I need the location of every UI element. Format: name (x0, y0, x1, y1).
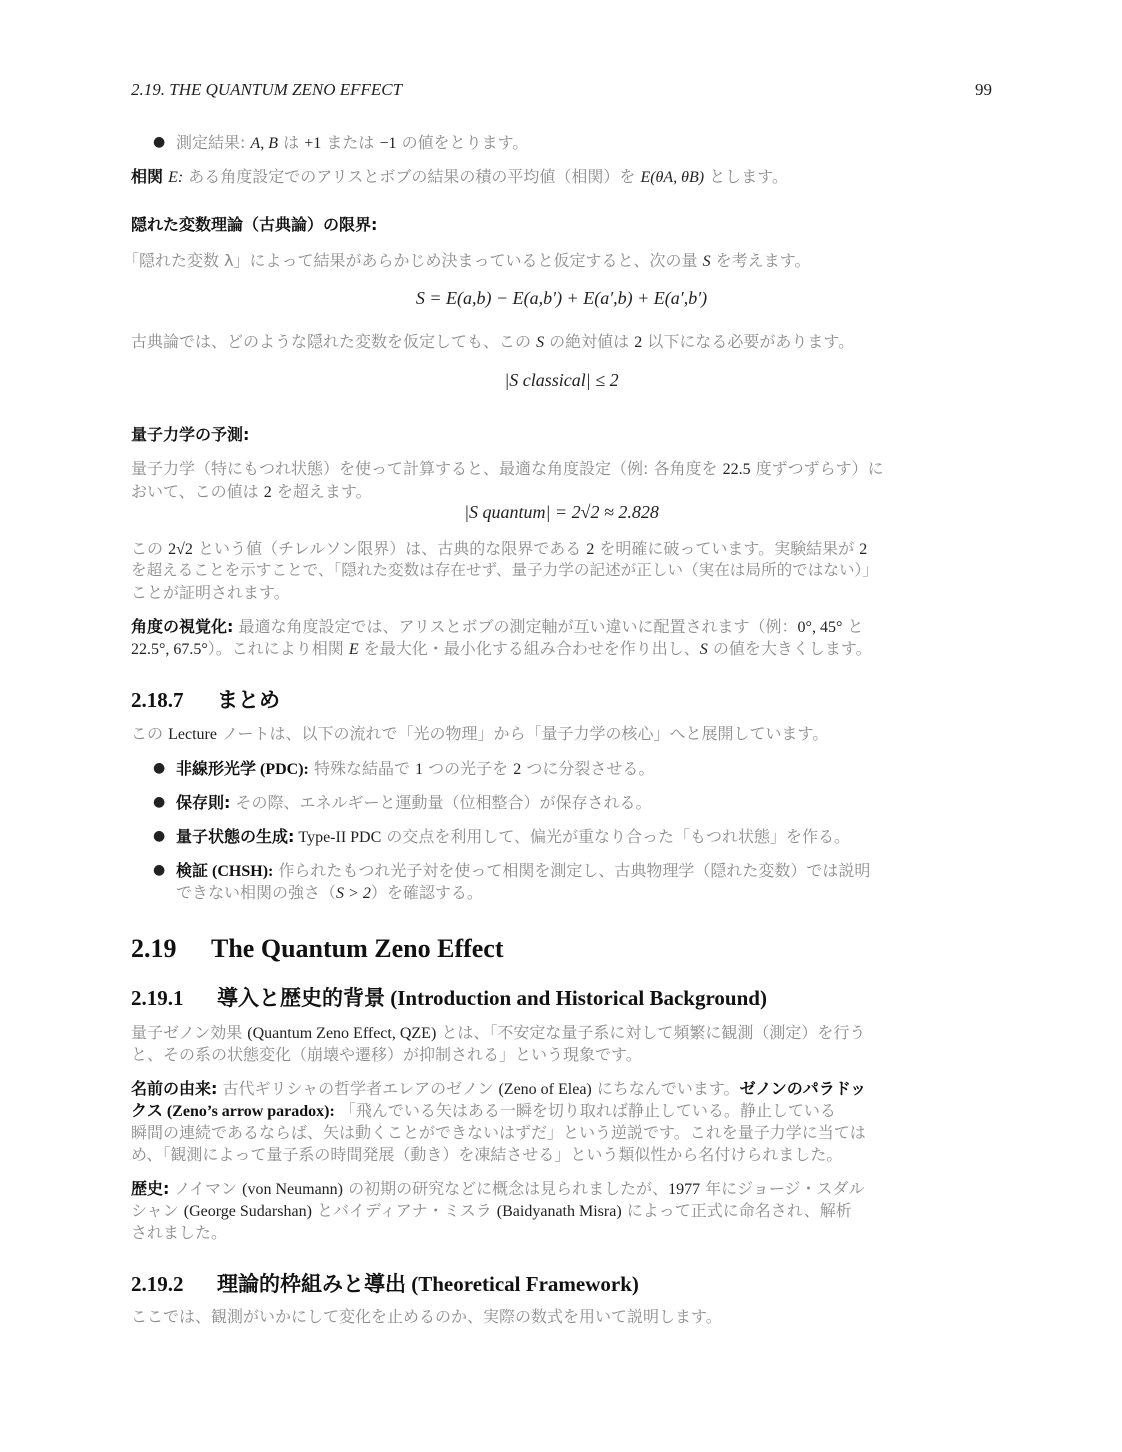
item-label: 保存則: (176, 793, 231, 812)
history-line2-en: (George Sudarshan) (183, 1203, 312, 1220)
item-text-c: つに分裂させる。 (521, 759, 655, 778)
history-line1-c: 年にジョージ・スダル (700, 1179, 865, 1198)
summary-title: まとめ (217, 688, 280, 712)
hidden-text-a: 「隠れた変数 λ」によって結果があらかじめ決まっていると仮定すると、次の量 (123, 251, 703, 270)
qm-text-line1 (131, 456, 884, 479)
qm-line1-a: 量子力学（特にもつれ状態）を使って計算すると、最適な角度設定（例: 各角度を (131, 459, 723, 478)
subsection-heading-framework (131, 1268, 639, 1298)
classical-var: S (536, 334, 545, 351)
tsirelson-value: 2√2 (168, 541, 193, 558)
qm-prediction-heading: 量子力学の予測: (131, 425, 250, 444)
item-label: 検証 (176, 861, 209, 880)
list-item (176, 858, 870, 881)
name-origin-line2 (131, 1098, 836, 1121)
history-line2-c: によって正式に命名され、解析 (621, 1201, 852, 1220)
subsection-title-jp: 導入と歴史的背景 (217, 986, 385, 1010)
item-text-b: つの光子を (423, 759, 514, 778)
outcomes-text-a: は (278, 133, 305, 152)
name-origin-line1 (131, 1076, 866, 1099)
qm-line1-b: 度ずつずらす）に (750, 459, 884, 478)
angle-line2-vals: 22.5°, 67.5° (131, 641, 208, 658)
outcomes-bullet (176, 130, 528, 153)
subsection-number: 2.19.1 (131, 986, 184, 1010)
tsirelson-num2: 2 (859, 541, 868, 558)
equation-classical: |S classical| ≤ 2 (504, 370, 619, 390)
summary-number: 2.18.7 (131, 688, 184, 712)
bullet-icon: ● (153, 760, 166, 776)
subsection-heading-intro (131, 982, 767, 1012)
item-text-a: 作られたもつれ光子対を使って相関を測定し、古典物理学（隠れた変数）では説明 (273, 861, 871, 880)
correlation-expr: E(θA, θB) (640, 169, 705, 186)
summary-intro-b: ノートは、以下の流れで「光の物理」から「量子力学の核心」へと展開しています。 (216, 724, 829, 743)
history-line2-a: シャン (131, 1201, 184, 1220)
qze-definition-line1 (131, 1020, 865, 1043)
tsirelson-num: 2 (586, 541, 595, 558)
section-title: The Quantum Zeno Effect (211, 934, 504, 963)
equation-quantum: |S quantum| = 2√2 ≈ 2.828 (464, 502, 659, 522)
history-line1-en: (von Neumann) (242, 1181, 343, 1198)
tsirelson-line1 (131, 536, 867, 559)
framework-intro: ここでは、観測がいかにして変化を止めるのか、実際の数式を用いて説明します。 (131, 1307, 722, 1326)
angle-line2-a: ）。これにより相関 (207, 639, 349, 658)
qm-line1-num: 22.5 (722, 461, 751, 478)
qze-definition-line2: と、その系の状態変化（崩壊や遷移）が抑制される」という現象です。 (131, 1045, 642, 1064)
outcomes-label: 測定結果: (176, 133, 246, 152)
outcomes-plus: +1 (304, 135, 322, 152)
item-text-b: できない相関の強さ（ (176, 883, 337, 902)
item-en: Type-II PDC (294, 829, 382, 846)
qm-text-line2 (131, 479, 372, 502)
item-text: の交点を利用して、偏光が重なり合った「もつれ状態」を作る。 (381, 827, 851, 846)
angle-line1-vals: 0°, 45° (797, 619, 843, 636)
angle-line1-a: 最適な角度設定では、アリスとボブの測定軸が互い違いに配置されます（例： (233, 617, 798, 636)
name-origin-label: 名前の由来: (131, 1079, 218, 1098)
subsection-number: 2.19.2 (131, 1272, 184, 1296)
angle-line1-b: と (842, 617, 864, 636)
angle-label: 角度の視覚化: (131, 617, 234, 636)
name-line2-bold: クス (131, 1101, 163, 1120)
summary-intro (131, 721, 828, 744)
classical-text-a: 古典論では、どのような隠れた変数を仮定しても、この (131, 332, 537, 351)
item-text-c: ）を確認する。 (370, 883, 483, 902)
name-line1-b: にちなんでいます。 (591, 1079, 740, 1098)
history-line1 (131, 1176, 865, 1199)
angle-line2-c: の値を大きくします。 (707, 639, 872, 658)
name-origin-line4: め、「観測によって量子系の時間発展（動き）を凍結させる」という類似性から名付けられました。 (131, 1145, 843, 1164)
list-item (176, 756, 654, 779)
hidden-variables-heading: 隠れた変数理論（古典論）の限界: (131, 215, 378, 234)
item-label-en: (CHSH): (208, 863, 274, 880)
classical-two: 2 (634, 334, 643, 351)
qze-line1-a: 量子ゼノン効果 (131, 1023, 248, 1042)
qm-line2-b: を超えます。 (271, 482, 372, 501)
angle-line1 (131, 614, 863, 637)
name-origin-line3: 瞬間の連続であるならば、矢は動くことができないはずだ」という逆説です。これを量子力学に当ては (131, 1123, 866, 1142)
correlation-text-b: とします。 (704, 167, 788, 186)
outcomes-minus: −1 (379, 135, 397, 152)
section-heading (131, 934, 504, 964)
hidden-text-b: を考えます。 (710, 251, 811, 270)
classical-text (131, 329, 854, 352)
item-expr: S > 2 (336, 885, 371, 902)
item-num: 1 (415, 761, 424, 778)
summary-intro-a: この (131, 724, 169, 743)
angle-line2-var2: S (699, 641, 708, 658)
classical-text-b: の絶対値は (544, 332, 635, 351)
item-num2: 2 (513, 761, 522, 778)
correlation-var: E: (168, 169, 184, 186)
tsirelson-line3: ことが証明されます。 (131, 583, 290, 602)
qm-line2-num: 2 (263, 484, 272, 501)
angle-line2-b: を最大化・最小化する組み合わせを作り出し、 (358, 639, 700, 658)
angle-line2-var: E (348, 641, 359, 658)
outcomes-text-c: の値をとります。 (396, 133, 529, 152)
angle-line2 (131, 636, 872, 659)
outcomes-text-b: または (321, 133, 380, 152)
qm-line2-a: おいて、この値は (131, 482, 264, 501)
name-line1-en: (Zeno of Elea) (498, 1081, 592, 1098)
running-head (131, 80, 992, 102)
item-label: 量子状態の生成: (176, 827, 295, 846)
correlation-paragraph (131, 164, 788, 187)
history-line2 (131, 1198, 852, 1221)
name-line2-bold-en: (Zeno’s arrow paradox): (162, 1103, 335, 1120)
tsirelson-line1-c: を明確に破っています。実験結果が (594, 539, 860, 558)
correlation-label: 相関 (131, 167, 164, 186)
bullet-icon: ● (153, 828, 166, 844)
subsection-title-jp: 理論的枠組みと導出 (217, 1272, 406, 1296)
name-line1-bold: ゼノンのパラドッ (739, 1079, 867, 1098)
list-item (176, 790, 652, 813)
section-number: 2.19 (131, 934, 177, 963)
bullet-icon: ● (153, 134, 166, 150)
tsirelson-line1-a: この (131, 539, 169, 558)
subsection-title-en: (Introduction and Historical Background) (385, 986, 767, 1010)
history-line1-b: の初期の研究などに概念は見られましたが、 (343, 1179, 669, 1198)
history-line2-en2: (Baidyanath Misra) (496, 1203, 622, 1220)
list-item-continuation (176, 880, 483, 903)
name-line2-a: 「飛んでいる矢はある一瞬を切り取れば静止している。静止している (334, 1101, 836, 1120)
page-number: 99 (975, 80, 992, 99)
name-line1-a: 古代ギリシャの哲学者エレアのゼノン (217, 1079, 499, 1098)
item-text-a: 特殊な結晶で (308, 759, 416, 778)
summary-intro-word: Lecture (168, 726, 217, 743)
item-text: その際、エネルギーと運動量（位相整合）が保存される。 (230, 793, 652, 812)
item-label: 非線形光学 (176, 759, 257, 778)
equation-S: S = E(a,b) − E(a,b′) + E(a′,b) + E(a′,b′) (415, 288, 708, 308)
running-head-section: 2.19. THE QUANTUM ZENO EFFECT (131, 80, 403, 99)
history-line2-b: とバイディアナ・ミスラ (311, 1201, 497, 1220)
tsirelson-line1-b: という値（チレルソン限界）は、古典的な限界である (192, 539, 587, 558)
classical-text-c: 以下になる必要があります。 (642, 332, 855, 351)
item-label-en: (PDC): (256, 761, 309, 778)
correlation-text-a: ある角度設定でのアリスとボブの結果の積の平均値（相関）を (183, 167, 641, 186)
history-year: 1977 (668, 1181, 701, 1198)
bullet-icon: ● (153, 862, 166, 878)
history-line1-a: ノイマン (169, 1179, 243, 1198)
subsection-title-en: (Theoretical Framework) (406, 1272, 639, 1296)
history-label: 歴史: (131, 1179, 170, 1198)
hidden-var: S (702, 253, 711, 270)
outcomes-vars: A, B (250, 135, 279, 152)
qze-line1-en: (Quantum Zeno Effect, QZE) (247, 1025, 437, 1042)
list-item (176, 824, 850, 847)
summary-heading (131, 684, 280, 714)
history-line3: されました。 (131, 1223, 228, 1242)
tsirelson-line2: を超えることを示すことで、「隠れた変数は存在せず、量子力学の記述が正しい（実在は局所的ではない）」 (131, 561, 878, 579)
bullet-icon: ● (153, 794, 166, 810)
hidden-variables-text (123, 248, 810, 271)
qze-line1-b: とは、「不安定な量子系に対して頻繁に観測（測定）を行う (436, 1023, 866, 1042)
